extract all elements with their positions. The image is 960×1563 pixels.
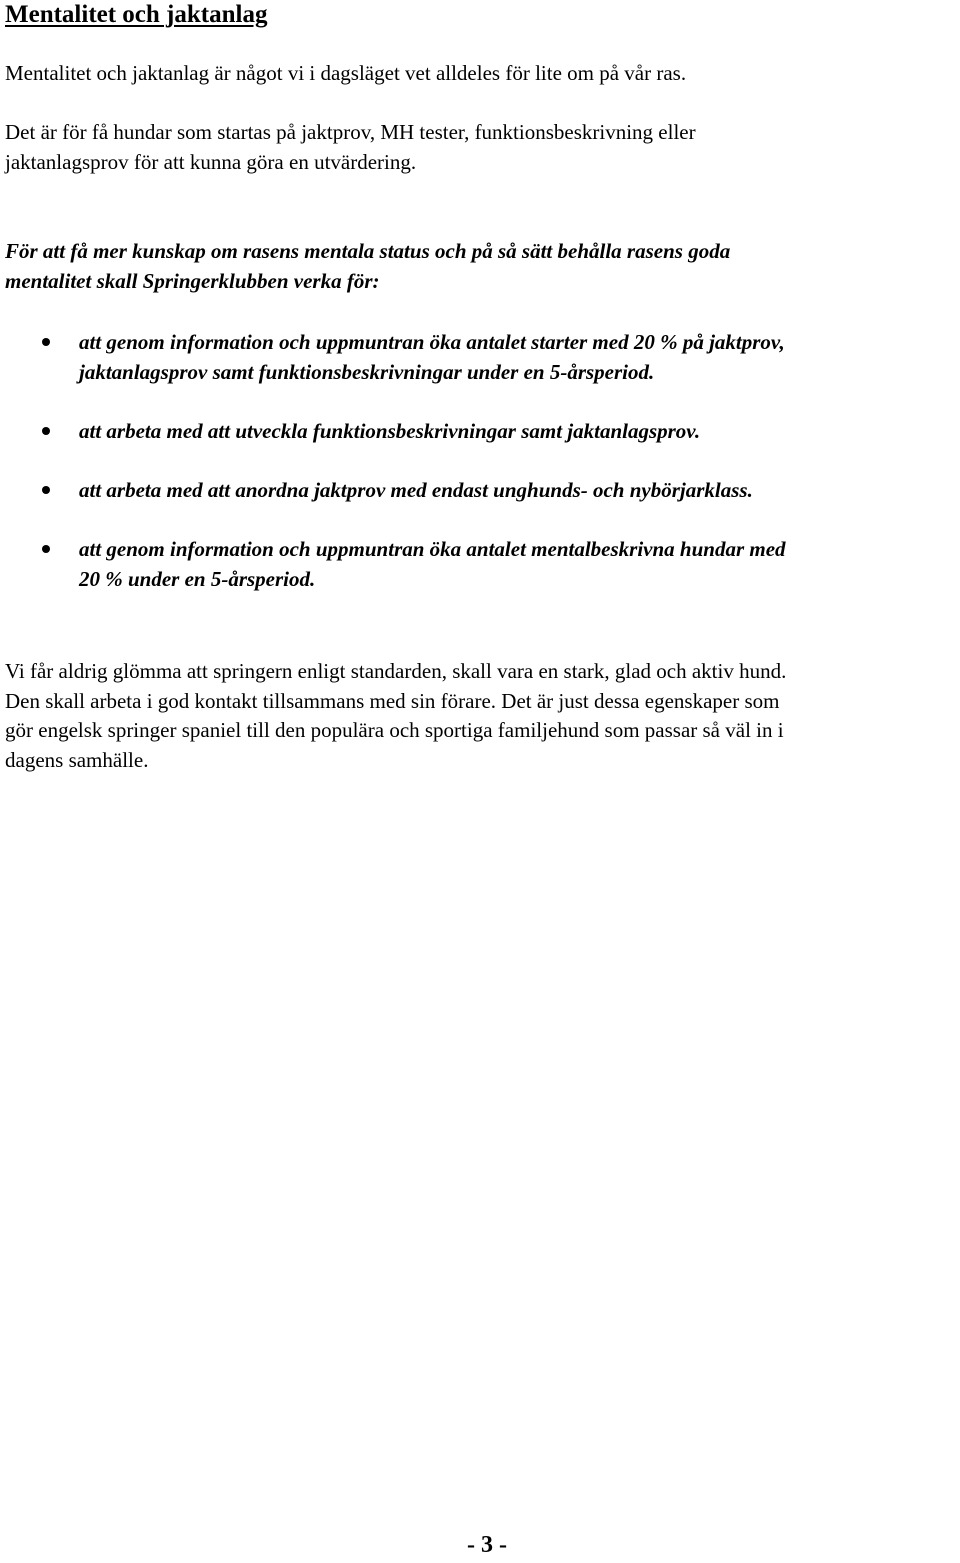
text-line: 20 % under en 5-årsperiod. — [79, 567, 316, 591]
goal-list — [0, 327, 960, 623]
closing-paragraph — [5, 657, 786, 775]
text-line: Mentalitet och jaktanlag är något vi i dagsläget vet alldeles för lite om på vår ras. — [5, 61, 687, 85]
text-line: För att få mer kunskap om rasens mentala status och på så sätt behålla rasens goda — [5, 239, 731, 263]
bullet-icon — [42, 486, 50, 494]
goal-item — [0, 327, 960, 387]
text-line: Den skall arbeta i god kontakt tillsammans med sin förare. Det är just dessa egenskaper som — [5, 688, 780, 713]
text-line: jaktanlagsprov samt funktionsbeskrivningar under en 5-årsperiod. — [79, 360, 655, 384]
text-line: att genom information och uppmuntran öka antalet mentalbeskrivna hundar med — [79, 537, 786, 561]
goal-item — [0, 416, 960, 446]
text-line: Vi får aldrig glömma att springern enligt standarden, skall vara en stark, glad och aktiv hund. — [5, 659, 787, 683]
text-line: att arbeta med att anordna jaktprov med endast unghunds- och nybörjarklass. — [79, 478, 753, 502]
bullet-icon — [42, 427, 50, 435]
goal-item — [0, 534, 960, 594]
text-line: mentalitet skall Springerklubben verka för: — [5, 269, 380, 293]
lead-paragraph — [5, 236, 730, 296]
text-line: dagens samhälle. — [5, 747, 149, 772]
text-line: gör engelsk springer spaniel till den populära och sportiga familjehund som passar så väl in i — [5, 718, 784, 742]
bullet-icon — [42, 545, 50, 553]
intro-paragraph — [5, 59, 686, 89]
text-line: jaktanlagsprov för att kunna göra en utvärdering. — [5, 149, 417, 174]
bullet-icon — [42, 338, 50, 346]
text-line: att genom information och uppmuntran öka antalet starter med 20 % på jaktprov, — [79, 330, 785, 354]
page-number: - 3 - — [467, 1532, 507, 1558]
intro-paragraph — [5, 118, 696, 177]
text-line: Det är för få hundar som startas på jaktprov, MH tester, funktionsbeskrivning eller — [5, 120, 696, 144]
text-line: att arbeta med att utveckla funktionsbeskrivningar samt jaktanlagsprov. — [79, 419, 701, 443]
goal-item — [0, 475, 960, 505]
page-title: Mentalitet och jaktanlag — [5, 1, 268, 28]
